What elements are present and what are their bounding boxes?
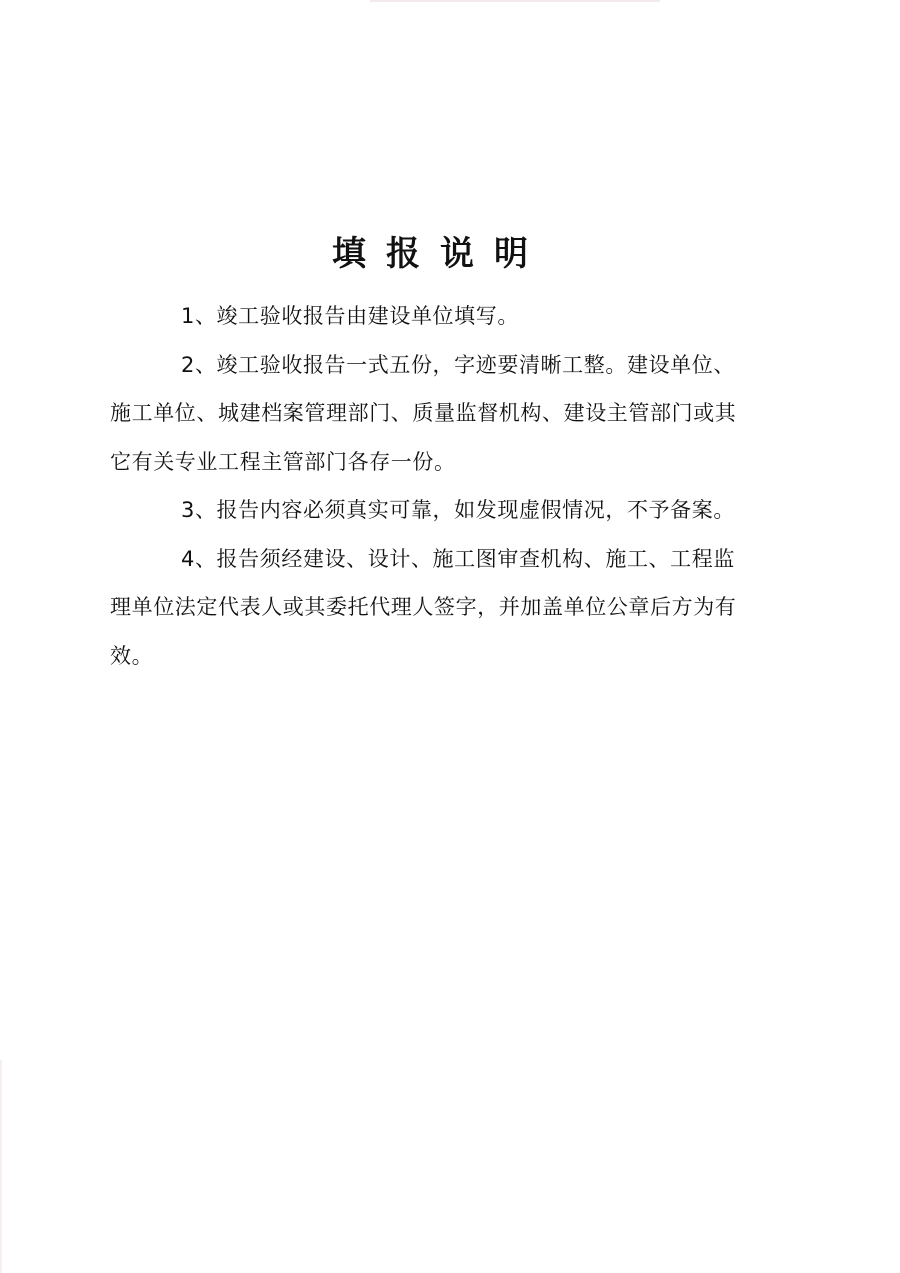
instructions-body (110, 292, 750, 680)
instruction-item-2: 2、竣工验收报告一式五份，字迹要清晰工整。建设单位、施工单位、城建档案管理部门、质量监督机构、建设主管部门或其它有关专业工程主管部门各存一份。 (110, 352, 737, 474)
scan-edge-left (0, 1060, 2, 1273)
instruction-item-4: 4、报告须经建设、设计、施工图审查机构、施工、工程监理单位法定代表人或其委托代理人签字，并加盖单位公章后方为有效。 (110, 546, 737, 668)
scan-edge-top (370, 0, 660, 2)
instruction-item-1: 1、竣工验收报告由建设单位填写。 (181, 304, 519, 328)
page-title: 填报说明 (332, 234, 548, 274)
instruction-item-3: 3、报告内容必须真实可靠，如发现虚假情况，不予备案。 (181, 498, 735, 522)
